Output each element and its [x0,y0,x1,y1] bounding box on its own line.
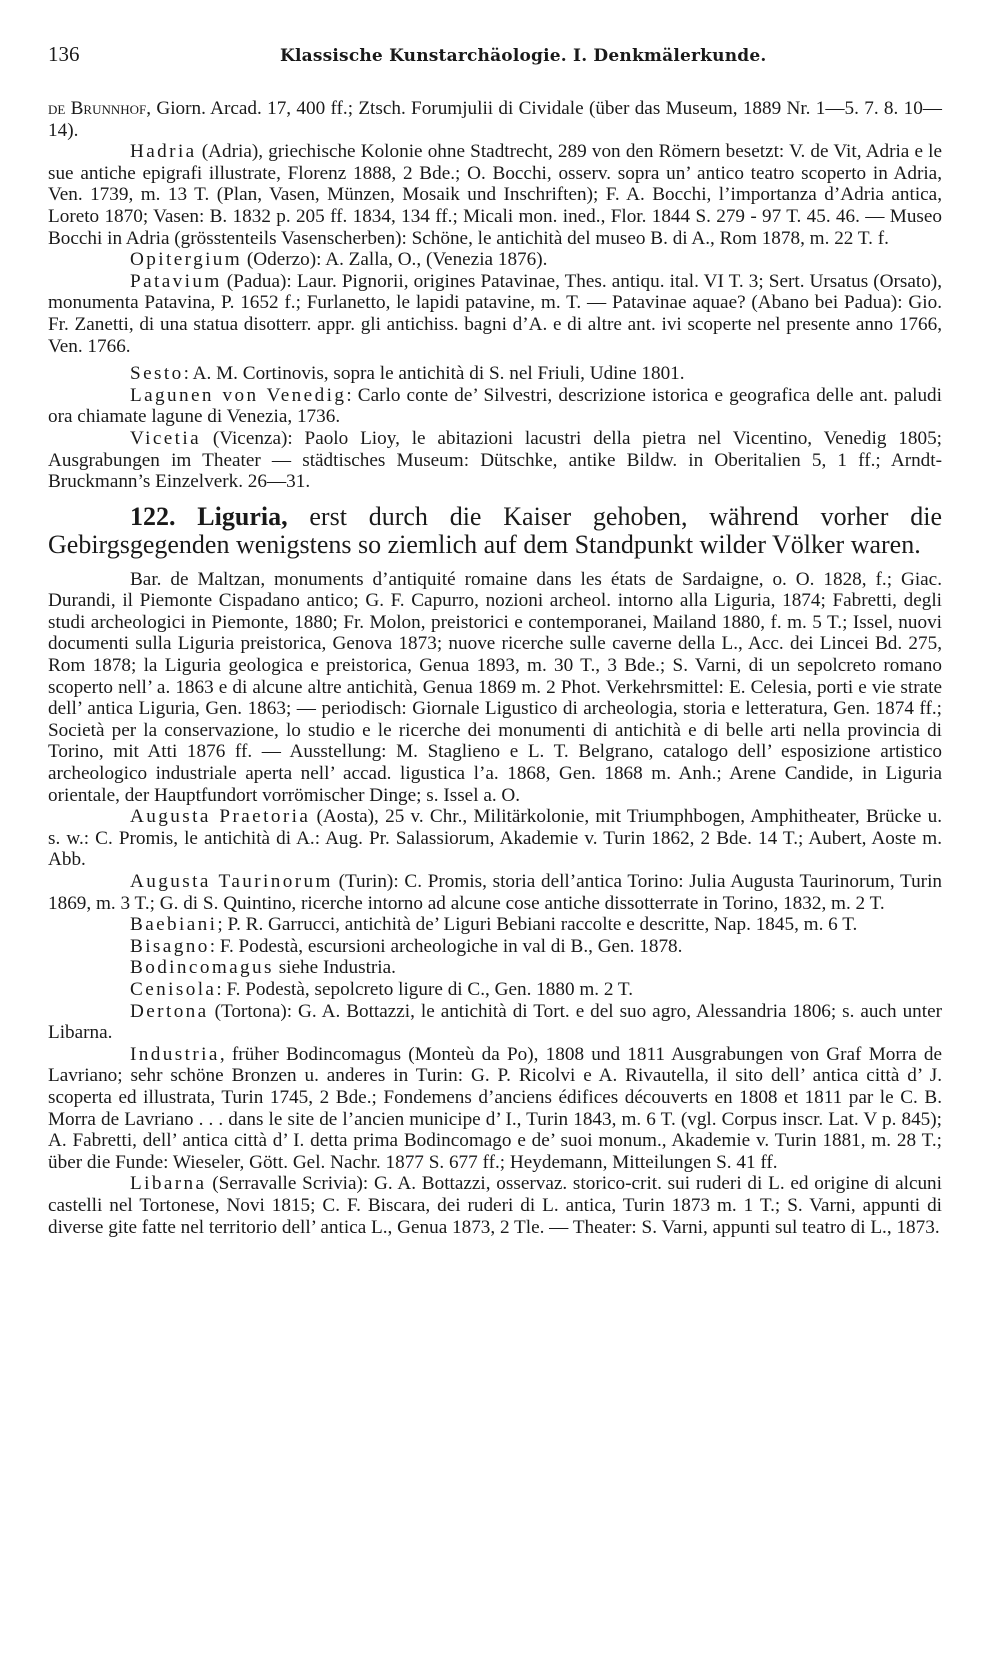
entry-text: ; P. R. Garrucci, antichità de’ Liguri Bebiani raccolte e descritte, Nap. 1845, m. 6 T. [217,914,858,936]
bibliography-top [48,98,942,493]
entry-place-name: Augusta Praetoria [130,806,311,828]
bibliography-entry [48,914,942,936]
bibliography-entry [48,1001,942,1044]
section-number: 122. [130,501,176,531]
entry-text: : A. M. Cortinovis, sopra le antichità di S. nel Friuli, Udine 1801. [183,363,685,385]
bibliography-entry [48,1044,942,1174]
entry-text: : Carlo conte de’ Silvestri, descrizione istorica e geografica delle ant. paludi ora chiamate lagune di Venezia, 1736. [48,384,942,428]
bibliography-entry [48,363,942,385]
entry-text: (Aosta), 25 v. Chr., Militärkolonie, mit Triumphbogen, Amphitheater, Brücke u. s. w.: C. Promis, le antichità di A.: Aug. Pr. Salassiorum, Akademie v. Turin 1862, 2 Bde. 14 T.; Aubert, Aoste m. Abb. [48,806,942,871]
entry-place-name: Sesto [130,363,184,385]
bibliography-entry [48,271,942,357]
section-title: Liguria, [197,501,288,531]
entry-author: de Brunnhof [48,98,147,119]
entry-text: (Vicenza): Paolo Lioy, le abitazioni lacustri della pietra nel Vicentino, Venedig 1805; Ausgrabungen im Theater — städtisches Museum: Dütschke, antike Bildw. in Oberitalien 5, 1 ff.; Arndt-Bruckmann’s Einzelverk. 26—31. [48,427,942,493]
bibliography-bottom [48,569,942,1238]
entry-text: (Turin): C. Promis, storia dell’antica Torino: Julia Augusta Taurinorum, Turin 1869, m. 3 T.; G. di S. Quintino, ricerche intorno ad alcune cose antiche dissotterrate in Torino, 1832, m. 2 T. [48,871,942,914]
entry-text: : F. Podestà, escursioni archeologiche in val di B., Gen. 1878. [209,935,683,957]
running-title: Klassische Kunstarchäologie. I. Denkmälerkunde. [280,46,767,66]
bibliography-entry [48,385,942,428]
entry-text: : F. Podestà, sepolcreto ligure di C., Gen. 1880 m. 2 T. [216,978,633,1000]
bibliography-entry [48,806,942,871]
entry-place-name: Industria [130,1043,220,1065]
section-text: erst durch die Kaiser gehoben, während vorher die Gebirgsgegenden wenigstens so ziemlich auf dem Standpunkt wilder Völker waren. [48,501,943,559]
entry-place-name: Dertona [130,1000,209,1022]
bibliography-entry [48,936,942,958]
entry-place-name: Augusta Taurinorum [130,871,333,892]
bibliography-entry [48,249,942,271]
running-head [48,44,942,92]
entry-text: (Adria), griechische Kolonie ohne Stadtrecht, 289 von den Römern besetzt: V. de Vit, Adria e le sue antiche epigrafi illustrate, Florenz 1888, 2 Bde.; O. Bocchi, osserv. sopra un’ antico teatro scoperto in Adria, Ven. 1739, m. 13 T. (Plan, Vasen, Münzen, Mosaik und Inschriften); F. A. Bocchi, l’importanza d’Adria antica, Loreto 1870; Vasen: B. 1832 p. 205 ff. 1834, 134 ff.; Micali mon. ined., Flor. 1844 S. 279 - 97 T. 45. 46. — Museo Bocchi in Adria (grösstenteils Vasenscherben): Schöne, le antichità del museo B. di A., Rom 1878, m. 22 T. f. [48,141,942,249]
bibliography-entry [48,141,942,249]
entry-place-name: Vicetia [130,427,202,449]
entry-place-name: Lagunen von Venedig [130,384,347,406]
entry-place-name: Baebiani [130,914,218,936]
entry-place-name: Bodincomagus [130,957,274,979]
entry-text: , früher Bodincomagus (Monteù da Po), 1808 und 1811 Ausgrabungen von Graf Morra de Lavriano; sehr schöne Bronzen u. anderes in Turin: G. P. Ricolvi e A. Rivautella, il sito dell’ antica città d’ J. scoperta ed illustrata, Turin 1745, 2 Bde.; Fondemens d’anciens édifices découverts en 1808 et 1811 par le C. B. Morra de Lavriano . . . dans le site de l’ancien municipe d’ I., Turin 1843, m. 6 T. (vgl. Corpus inscr. Lat. V p. 845); A. Fabretti, dell’ antica città d’ I. detta prima Bodincomago e de’ suoi monum., Akademie v. Turin 1881, m. 28 T.; über die Funde: Wieseler, Gött. Gel. Nachr. 1877 S. 677 ff.; Heydemann, Mitteilungen S. 41 ff. [48,1043,942,1173]
entry-place-name: Cenisola [130,978,217,1000]
bibliography-entry [48,957,942,979]
bibliography-entry [48,98,942,141]
bibliography-entry [48,428,942,493]
bibliography-entry [48,1173,942,1238]
bibliography-entry [48,569,942,807]
entry-text: (Padua): Laur. Pignorii, origines Patavinae, Thes. antiqu. ital. VI T. 3; Sert. Ursatus (Orsato), monumenta Patavina, P. 1652 f.; Furlanetto, le lapidi patavine, m. T. — Patavinae aquae? (Abano bei Padua): Gio. Fr. Zanetti, di una statua disotterr. appr. gli antichiss. bagni d’A. e di altre ant. ivi scoperte nel presente anno 1766, Ven. 1766. [48,270,942,357]
entry-place-name: Hadria [130,141,197,163]
section-heading [48,503,942,559]
entry-place-name: Bisagno [130,935,210,957]
page-number: 136 [48,42,80,66]
entry-text: , Giorn. Arcad. 17, 400 ff.; Ztsch. Forumjulii di Cividale (über das Museum, 1889 Nr. 1—5. 7. 8. 10—14). [48,98,942,141]
bibliography-entry [48,871,942,914]
bibliography-entry [48,979,942,1001]
entry-place-name: Libarna [130,1173,207,1195]
entry-text: Bar. de Maltzan, monuments d’antiquité romaine dans les états de Sardaigne, o. O. 1828, f.; Giac. Durandi, il Piemonte Cispadano antico; G. F. Capurro, nozioni archeol. intorno alla Liguria, 1874; Fabretti, degli studi archeologici in Piemonte, 1880; Fr. Molon, preistorici e contemporanei, Mailand 1880, f. m. 5 T.; Issel, nuovi documenti sulla Liguria preistorica, Genova 1873; nuove ricerche sulle caverne della L., Acc. dei Lincei Bd. 275, Rom 1878; la Liguria geologica e preistorica, Genua 1893, m. 30 T., 3 Bde.; S. Varni, di un sepolcreto romano scoperto nell’ a. 1863 e di alcune altre antichità, Genua 1869 m. 2 Phot. Verkehrsmittel: E. Celesia, porti e vie strate dell’ antica Liguria, Gen. 1863; — periodisch: Giornale Ligustico di archeologia, storia e letteratura, Gen. 1874 ff.; Società per la conservazione, lo studio e le ricerche dei monumenti di antichità e di belle arti nella provincia di Torino, mit Atti 1876 ff. — Ausstellung: M. Staglieno e L. T. Belgrano, catalogo dell’ esposizione artistico archeologico industriale aperta nell’ accad. ligustica l’a. 1868, Gen. 1868 m. Anh.; Arene Candide, in Liguria orientale, der Hauptfundort vorrömischer Dinge; s. Issel a. O. [48,568,942,806]
entry-place-name: Opitergium [130,249,243,271]
entry-text: (Tortona): G. A. Bottazzi, le antichità di Tort. e del suo agro, Alessandria 1806; s. auch unter Libarna. [48,1000,942,1044]
entry-place-name: Patavium [130,270,222,292]
entry-text: siehe Industria. [273,957,396,979]
entry-text: (Serravalle Scrivia): G. A. Bottazzi, osservaz. storico-crit. sui ruderi di L. ed origine di alcuni castelli nel Tortonese, Novi 1815; C. F. Biscara, dei ruderi di L. antica, Turin 1873 m. 1 T.; S. Varni, appunti di diverse gite fatte nel territorio dell’ antica L., Genua 1873, 2 Tle. — Theater: S. Varni, appunti sul teatro di L., 1873. [48,1173,942,1238]
entry-text: (Oderzo): A. Zalla, O., (Venezia 1876). [242,249,548,271]
